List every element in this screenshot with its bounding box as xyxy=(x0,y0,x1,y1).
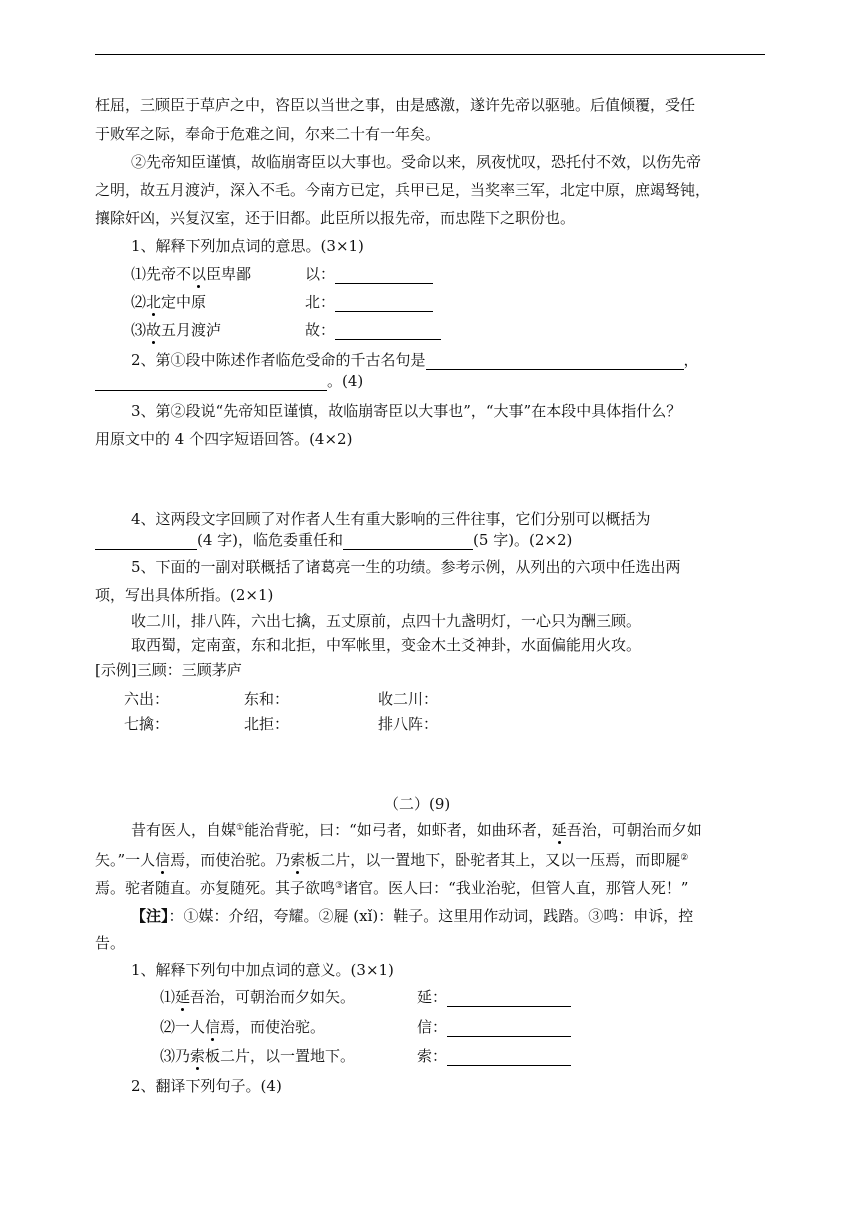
note-line: 【注】：①媒：介绍，夸耀。②屣 (xǐ)：鞋子。这里用作动词，践踏。③鸣：申诉，控 xyxy=(131,907,694,925)
question-2-1-answer: 延： xyxy=(417,987,571,1007)
question-1-answer: 以： xyxy=(305,264,433,284)
section-heading: （二）(9) xyxy=(384,795,451,813)
answer-blank[interactable] xyxy=(95,533,197,550)
fill-item: 七擒： xyxy=(124,715,170,733)
answer-blank[interactable] xyxy=(343,533,473,550)
question-2-cont: 。(4) xyxy=(95,371,363,391)
answer-blank[interactable] xyxy=(447,1049,571,1066)
fill-item: 六出： xyxy=(124,690,170,708)
answer-blank[interactable] xyxy=(335,323,441,340)
fill-item: 排八阵： xyxy=(378,715,439,733)
fill-item: 北拒： xyxy=(244,715,290,733)
question-1-stem: 1、解释下列加点词的意思。(3×1) xyxy=(131,237,364,255)
answer-blank[interactable] xyxy=(447,1020,571,1037)
passage-line: 之明，故五月渡泸，深入不毛。今南方已定，兵甲已足，当奖率三军，北定中原，庶竭驽钝， xyxy=(95,181,711,199)
question-1-item: ⑵北定中原 xyxy=(131,293,207,311)
question-2-1-answer: 索： xyxy=(417,1046,571,1066)
question-1-item: ⑴先帝不以臣卑鄙 xyxy=(131,265,252,283)
question-4-cont: (4 字)，临危委重任和 (5 字)。(2×2) xyxy=(95,530,572,550)
header-rule xyxy=(95,54,765,55)
couplet-line: 收二川，排八阵，六出七擒，五丈原前，点四十九盏明灯，一心只为酬三顾。 xyxy=(131,612,642,630)
example-line: [示例]三顾：三顾茅庐 xyxy=(95,661,242,679)
fill-item: 收二川： xyxy=(378,690,439,708)
answer-blank[interactable] xyxy=(335,295,433,312)
fill-item: 东和： xyxy=(244,690,290,708)
couplet-line: 取西蜀，定南蛮，东和北拒，中军帐里，变金木土爻神卦，水面偏能用火攻。 xyxy=(131,636,642,654)
question-5: 5、下面的一副对联概括了诸葛亮一生的功绩。参考示例，从列出的六项中任选出两 xyxy=(131,558,681,576)
question-2-1-item: ⑶乃索板二片，以一置地下。 xyxy=(160,1047,356,1065)
passage-line: 矢。”一人信焉，而使治驼。乃索板二片，以一置地下，卧驼者其上，又以一压焉，而即屣② xyxy=(95,851,689,869)
passage-line: 攘除奸凶，兴复汉室，还于旧都。此臣所以报先帝，而忠陛下之职份也。 xyxy=(95,209,576,227)
question-2-2-stem: 2、翻译下列句子。(4) xyxy=(131,1077,282,1095)
answer-blank[interactable] xyxy=(335,267,433,284)
answer-blank[interactable] xyxy=(447,990,571,1007)
question-2-1-item: ⑴延吾治，可朝治而夕如矢。 xyxy=(160,988,356,1006)
answer-blank[interactable] xyxy=(95,374,327,391)
question-2-1-item: ⑵一人信焉，而使治驼。 xyxy=(160,1018,326,1036)
passage-line: 枉屈，三顾臣于草庐之中，咨臣以当世之事，由是感激，遂许先帝以驱驰。后值倾覆，受任 xyxy=(95,96,696,114)
passage-line: 于败军之际，奉命于危难之间，尔来二十有一年矣。 xyxy=(95,125,441,143)
question-1-answer: 北： xyxy=(305,292,433,312)
passage-line: 焉。驼者随直。亦复随死。其子欲鸣③诸官。医人曰：“我业治驼，但管人直，那管人死！” xyxy=(95,879,689,897)
question-2-1-stem: 1、解释下列句中加点词的意义。(3×1) xyxy=(131,961,394,979)
note-line: 告。 xyxy=(95,934,126,952)
passage-line: 昔有医人，自媒①能治背驼，曰：“如弓者，如虾者，如曲环者，延吾治，可朝治而夕如 xyxy=(131,821,702,839)
question-1-item: ⑶故五月渡泸 xyxy=(131,321,222,339)
question-4: 4、这两段文字回顾了对作者人生有重大影响的三件往事，它们分别可以概括为 xyxy=(131,510,651,528)
question-2-1-answer: 信： xyxy=(417,1017,571,1037)
question-3-cont: 用原文中的 4 个四字短语回答。(4×2) xyxy=(95,430,353,448)
passage-line: ②先帝知臣谨慎，故临崩寄臣以大事也。受命以来，夙夜忧叹，恐托付不效，以伤先帝 xyxy=(131,153,702,171)
question-3: 3、第②段说“先帝知臣谨慎，故临崩寄臣以大事也”，“大事”在本段中具体指什么？ xyxy=(131,402,682,420)
question-5-cont: 项，写出具体所指。(2×1) xyxy=(95,586,274,604)
answer-blank[interactable] xyxy=(426,353,684,370)
question-2: 2、第①段中陈述作者临危受命的千古名句是 ， xyxy=(131,351,699,369)
question-1-answer: 故： xyxy=(305,320,441,340)
